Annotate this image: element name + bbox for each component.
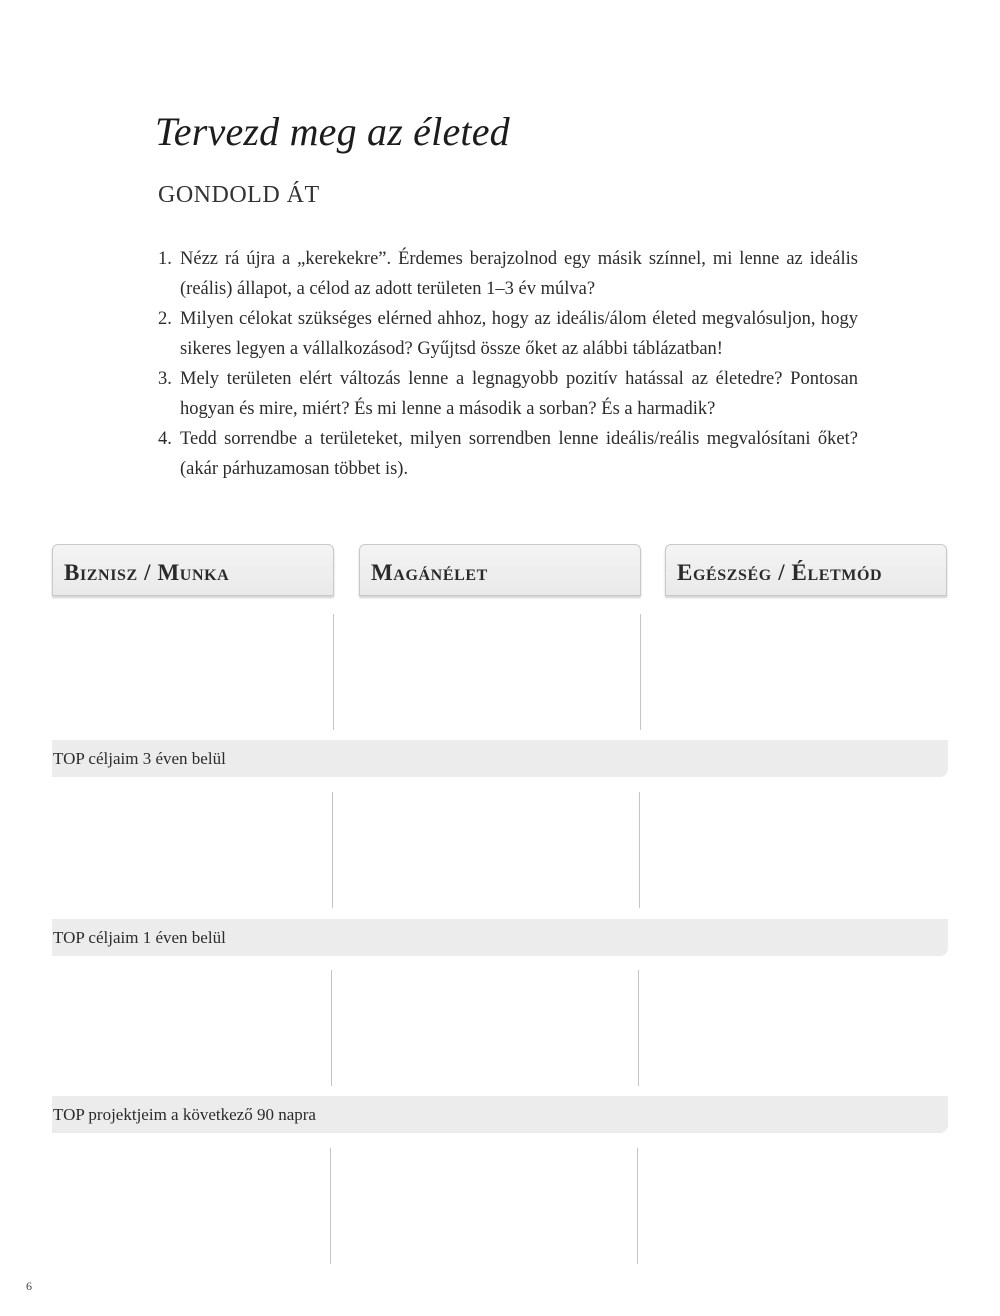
column-header-business: Biznisz / Munka (52, 544, 334, 596)
list-item-number: 3. (158, 369, 172, 389)
column-divider (332, 792, 333, 908)
list-item (158, 364, 858, 424)
column-header-health: Egészség / Életmód (665, 544, 947, 596)
list-item-number: 4. (158, 429, 172, 449)
list-item (158, 424, 858, 484)
section-subtitle: GONDOLD ÁT (158, 182, 320, 208)
question-list (158, 244, 858, 484)
column-divider (640, 614, 641, 730)
band-1-year-goals: TOP céljaim 1 éven belül (52, 919, 948, 956)
band-90-day-projects: TOP projektjeim a következő 90 napra (52, 1096, 948, 1133)
column-divider (639, 792, 640, 908)
band-3-year-goals: TOP céljaim 3 éven belül (52, 740, 948, 777)
list-item-text: Tedd sorrendbe a területeket, milyen sorrendben lenne ideális/reális megvalósítani őket? (akár párhuzamosan többet is). (180, 429, 858, 479)
column-divider (333, 614, 334, 730)
list-item (158, 244, 858, 304)
list-item-text: Nézz rá újra a „kerekekre”. Érdemes berajzolnod egy másik színnel, mi lenne az ideális (reális) állapot, a célod az adott területen 1–3 év múlva? (180, 249, 858, 299)
column-divider (638, 970, 639, 1086)
column-divider (331, 970, 332, 1086)
list-item-number: 2. (158, 309, 172, 329)
column-divider (637, 1148, 638, 1264)
list-item (158, 304, 858, 364)
page-number: 6 (26, 1279, 32, 1293)
page-title: Tervezd meg az életed (155, 109, 510, 154)
column-header-private-life: Magánélet (359, 544, 641, 596)
list-item-text: Mely területen elért változás lenne a legnagyobb pozitív hatással az életedre? Pontosan hogyan és mire, miért? És mi lenne a második a sorban? És a harmadik? (180, 369, 858, 419)
list-item-number: 1. (158, 249, 172, 269)
column-divider (330, 1148, 331, 1264)
list-item-text: Milyen célokat szükséges elérned ahhoz, hogy az ideális/álom életed megvalósuljon, hogy sikeres legyen a vállalkozásod? Gyűjtsd össze őket az alábbi táblázatban! (180, 309, 858, 359)
